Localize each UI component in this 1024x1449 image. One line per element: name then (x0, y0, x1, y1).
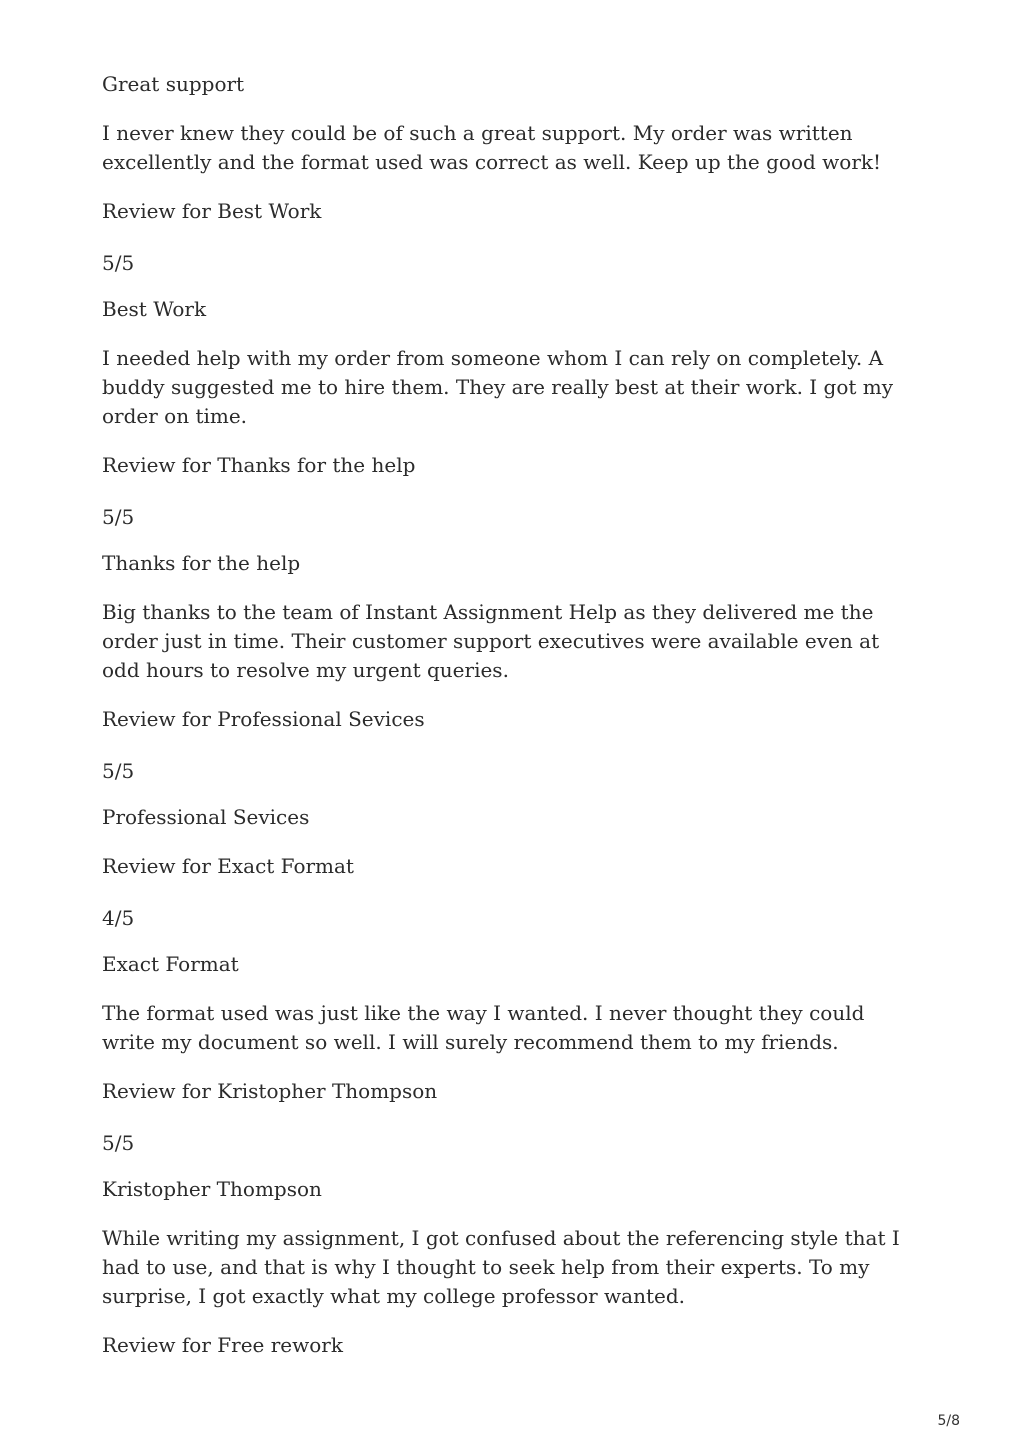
review-rating: 4/5 (102, 906, 135, 930)
review-title: Great support (102, 72, 245, 96)
review-title: Exact Format (102, 952, 239, 976)
review-heading: Review for Thanks for the help (102, 453, 416, 477)
review-body: While writing my assignment, I got confused about the referencing style that I had to use, and that is why I thought to seek help from their experts. To my surprise, I got exactly what my college professor wanted. (102, 1226, 900, 1308)
review-heading: Review for Best Work (102, 199, 322, 223)
review-heading: Review for Kristopher Thompson (102, 1079, 438, 1103)
review-body: The format used was just like the way I wanted. I never thought they could write my document so well. I will surely recommend them to my friends. (102, 1001, 865, 1054)
review-title: Best Work (102, 297, 207, 321)
review-body: Big thanks to the team of Instant Assignment Help as they delivered me the order just in time. Their customer support executives were available even at odd hours to resolve my urgent queries. (102, 600, 880, 682)
review-rating: 5/5 (102, 759, 135, 783)
review-heading: Review for Exact Format (102, 854, 354, 878)
review-title: Professional Sevices (102, 805, 310, 829)
page-number: 5/8 (937, 1413, 960, 1429)
review-title: Kristopher Thompson (102, 1177, 322, 1201)
review-heading: Review for Free rework (102, 1333, 343, 1357)
review-heading: Review for Professional Sevices (102, 707, 425, 731)
review-body: I needed help with my order from someone whom I can rely on completely. A buddy suggested me to hire them. They are really best at their work. I got my order on time. (102, 346, 894, 428)
review-body: I never knew they could be of such a great support. My order was written excellently and the format used was correct as well. Keep up the good work! (102, 121, 882, 174)
document-content (102, 70, 922, 1383)
review-rating: 5/5 (102, 1131, 135, 1155)
review-rating: 5/5 (102, 251, 135, 275)
review-title: Thanks for the help (102, 551, 301, 575)
review-rating: 5/5 (102, 505, 135, 529)
